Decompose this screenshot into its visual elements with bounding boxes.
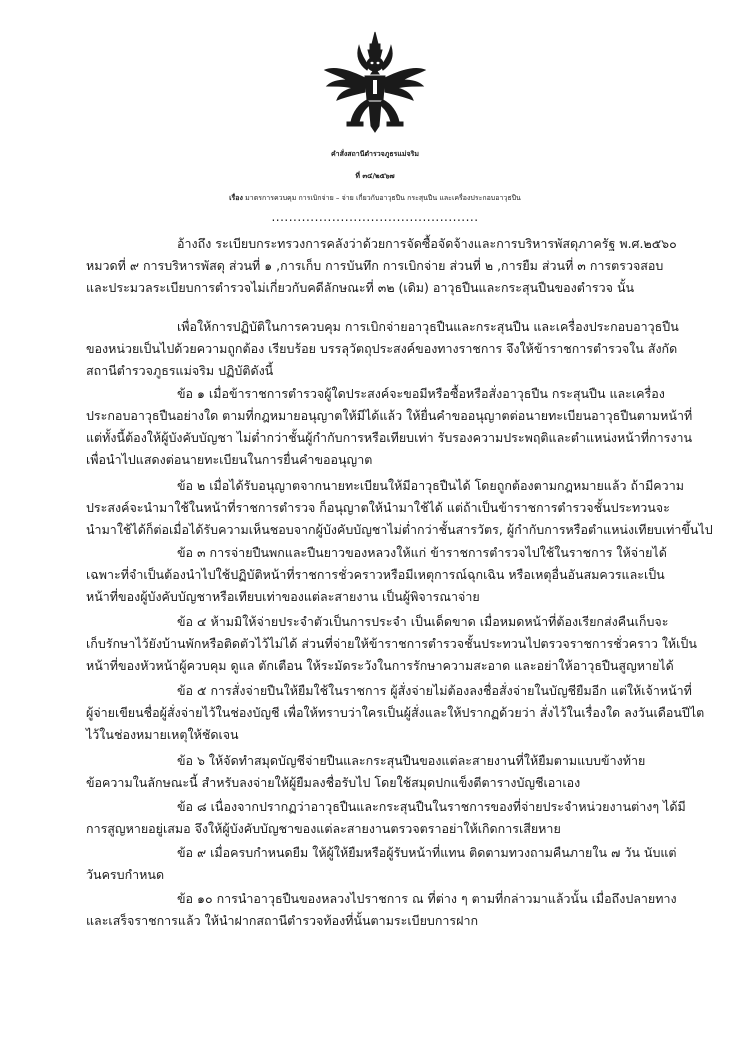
clause-2-line: ประสงค์จะนำมาใช้ในหน้าที่ราชการตำรวจ ก็อนุญาตให้นำมาใช้ได้ แต่ถ้าเป็นข้าราชการตำรวจชั้นประทวนจะ <box>86 500 670 515</box>
clause-10-line: ข้อ ๑๐ การนำอาวุธปืนของหลวงไปราชการ ณ ที่ต่าง ๆ ตามที่กล่าวมาแล้วนั้น เมื่อถึงปลายทาง <box>177 891 677 906</box>
paragraph-purpose-line: ของหน่วยเป็นไปด้วยความถูกต้อง เรียบร้อย บรรลุวัตถุประสงค์ของทางราชการ จึงให้ข้าราชการตำรวจใน สังกัด <box>86 341 678 356</box>
paragraph-reference-line: หมวดที่ ๙ การบริหารพัสดุ ส่วนที่ ๑ ,การเก็บ การบันทึก การเบิกจ่าย ส่วนที่ ๒ ,การยืม ส่วนที่ ๓ การตรวจสอบ <box>86 258 664 273</box>
clause-6-line: ข้อความในลักษณะนี้ สำหรับลงจ่ายให้ผู้ยืมลงชื่อรับไป โดยใช้สมุดปกแข็งตีตารางบัญชีเอาเอง <box>86 775 581 790</box>
clause-8-line: การสูญหายอยู่เสมอ จึงให้ผู้บังคับบัญชาของแต่ละสายงานตรวจตราอย่าให้เกิดการเสียหาย <box>86 821 561 836</box>
clause-3-line: เฉพาะที่จำเป็นต้องนำไปใช้ปฏิบัติหน้าที่ราชการชั่วคราวหรือมีเหตุการณ์ฉุกเฉิน หรือเหตุอื่นอันสมควรและเป็น <box>86 567 665 582</box>
paragraph-purpose-line: เพื่อให้การปฏิบัติในการควบคุม การเบิกจ่ายอาวุธปืนและกระสุนปืน และเครื่องประกอบอาวุธปืน <box>177 319 679 334</box>
clause-10-line: และเสร็จราชการแล้ว ให้นำฝากสถานีตำรวจท้องที่นั้นตามระเบียบการฝาก <box>86 913 479 928</box>
clause-3-line: หน้าที่ของผู้บังคับบัญชาหรือเทียบเท่าของแต่ละสายงาน เป็นผู้พิจารณาจ่าย <box>86 589 480 604</box>
clause-1-line: เพื่อนำไปแสดงต่อนายทะเบียนในการยื่นคำขออนุญาต <box>86 452 373 467</box>
clause-4-line: หน้าที่ของหัวหน้าผู้ควบคุม ดูแล ตักเตือน ให้ระมัดระวังในการรักษาความสะอาด และอย่าให้อาวุธปืนสูญหายได้ <box>86 658 674 673</box>
clause-3-line: ข้อ ๓ การจ่ายปืนพกและปืนยาวของหลวงให้แก่ ข้าราชการตำรวจไปใช้ในราชการ ให้จ่ายได้ <box>177 545 667 560</box>
order-subject <box>0 190 750 206</box>
order-number: ที่ ๓๔/๒๕๖๗ <box>355 172 395 180</box>
clause-1-line: ประกอบอาวุธปืนอย่างใด ตามที่กฎหมายอนุญาตให้มีได้แล้ว ให้ยื่นคำขออนุญาตต่อนายทะเบียนอาวุธปืนตามหน้าที่ <box>86 408 693 423</box>
clause-8-line: ข้อ ๘ เนื่องจากปรากฏว่าอาวุธปืนและกระสุนปืนในราชการของที่จ่ายประจำหน่วยงานต่างๆ ได้มี <box>177 799 686 814</box>
clause-6-line: ข้อ ๖ ให้จัดทำสมุดบัญชีจ่ายปืนและกระสุนปืนของแต่ละสายงานที่ให้ยืมตามแบบข้างท้าย <box>177 753 646 768</box>
subject-label: เรื่อง <box>229 194 243 202</box>
paragraph-reference-line: อ้างถึง ระเบียบกระทรวงการคลังว่าด้วยการจัดซื้อจัดจ้างและการบริหารพัสดุภาครัฐ พ.ศ.๒๕๖๐ <box>177 236 677 251</box>
clause-2-line: ข้อ ๒ เมื่อได้รับอนุญาตจากนายทะเบียนให้มีอาวุธปืนได้ โดยถูกต้องตามกฎหมายแล้ว ถ้ามีความ <box>177 478 684 493</box>
clause-4-line: เก็บรักษาไว้ยังบ้านพักหรือติดตัวไว้ไม่ได้ ส่วนที่จ่ายให้ข้าราชการตำรวจชั้นประทวนไปตรวจราชการชั่วคราว ให้เป็น <box>86 636 697 651</box>
subject-text: มาตรการควบคุม การเบิกจ่าย – จ่าย เกี่ยวกับอาวุธปืน กระสุนปืน และเครื่องประกอบอาวุธปืน <box>245 194 521 202</box>
clause-1-line: ข้อ ๑ เมื่อข้าราชการตำรวจผู้ใดประสงค์จะขอมีหรือซื้อหรือสั่งอาวุธปืน กระสุนปืน และเครื่อง <box>177 386 665 401</box>
clause-1-line: แต่ทั้งนี้ต้องให้ผู้บังคับบัญชา ไม่ต่ำกว่าชั้นผู้กำกับการหรือเทียบเท่า รับรองความประพฤติและตำแหน่งหน้าที่การงาน <box>86 430 693 445</box>
paragraph-purpose-line: สถานีตำรวจภูธรแม่จริม ปฏิบัติดังนี้ <box>86 363 274 378</box>
clause-2-line: นำมาใช้ได้ก็ต่อเมื่อได้รับความเห็นชอบจากผู้บังคับบัญชาไม่ต่ำกว่าชั้นสารวัตร, ผู้กำกับการหรือตำแหน่งเทียบเท่าขึ้นไป <box>86 522 713 537</box>
clause-5-line: ข้อ ๕ การสั่งจ่ายปืนให้ยืมใช้ในราชการ ผู้สั่งจ่ายไม่ต้องลงชื่อสั่งจ่ายในบัญชียืมอีก แต่ให้เจ้าหน้าที่ <box>177 683 692 698</box>
order-title: คำสั่งสถานีตำรวจภูธรแม่จริม <box>330 150 420 158</box>
clause-5-line: ผู้จ่ายเขียนชื่อผู้สั่งจ่ายไว้ในช่องบัญชี เพื่อให้ทราบว่าใครเป็นผู้สั่งและให้ปรากฏด้วยว่า สั่งไว้ในเรื่องใด ลงวันเดือนปีไต <box>86 705 705 720</box>
paragraph-reference-line: และประมวลระเบียบการตำรวจไม่เกี่ยวกับคดีลักษณะที่ ๓๒ (เดิม) อาวุธปืนและกระสุนปืนของตำรวจ นั้น <box>86 280 635 295</box>
clause-5-line: ไว้ในช่องหมายเหตุให้ชัดเจน <box>86 727 239 742</box>
clause-9-line: วันครบกำหนด <box>86 867 165 882</box>
clause-9-line: ข้อ ๙ เมื่อครบกำหนดยืม ให้ผู้ให้ยืมหรือผู้รับหน้าที่แทน ติดตามทวงถามคืนภายใน ๗ วัน นับแต่ <box>177 845 677 860</box>
garuda-emblem-icon <box>323 30 427 134</box>
clause-4-line: ข้อ ๔ ห้ามมิให้จ่ายประจำตัวเป็นการประจำ เป็นเด็ดขาด เมื่อหมดหน้าที่ต้องเรียกส่งคืนเก็บจะ <box>177 614 669 629</box>
header-divider: ................................................ <box>271 210 479 224</box>
